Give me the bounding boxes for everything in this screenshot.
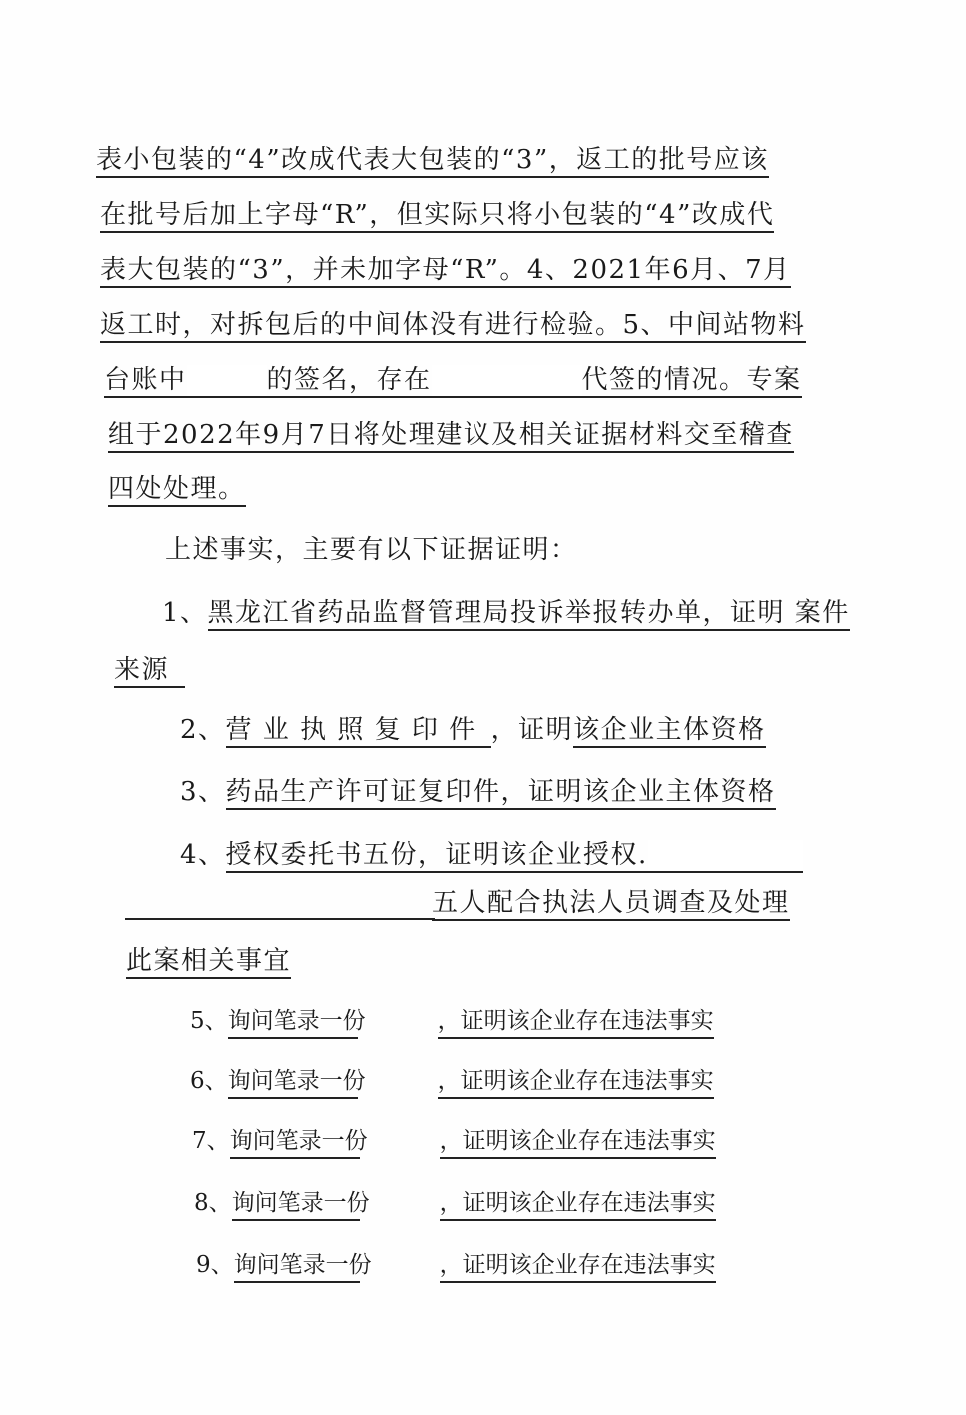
evidence-text: 此案相关事宜 (126, 946, 291, 979)
evidence-text: 授权委托书五份，证明该企业授权. (226, 840, 648, 873)
evidence-document: 询问笔录一份 (232, 1188, 360, 1221)
evidence-number: 9、 (196, 1252, 234, 1278)
body-line-3 (100, 255, 791, 285)
evidence-number: 1、 (162, 598, 208, 628)
evidence-number: 7、 (192, 1128, 230, 1154)
body-line-4-text: 返工时，对拆包后的中间体没有进行检验。5、中间站物料 (100, 310, 806, 343)
underline-blank (125, 918, 435, 920)
evidence-document: 询问笔录一份 (234, 1250, 360, 1283)
body-line-2-text: 在批号后加上字母“R”，但实际只将小包装的“4”改成代 (100, 200, 774, 233)
evidence-document: 询问笔录一份 (228, 1006, 358, 1039)
body-line-5-part-a: 台账中 (104, 365, 187, 398)
evidence-number: 2、 (180, 715, 226, 745)
evidence-number: 4、 (180, 840, 226, 870)
redacted-name (187, 365, 267, 398)
evidence-proves: ，证明该企业存在违法事实 (440, 1250, 716, 1283)
evidence-item-1 (162, 598, 850, 628)
evidence-text: 来源 (114, 655, 185, 688)
evidence-item-4-cont1 (432, 888, 790, 918)
evidence-number: 8、 (194, 1190, 232, 1216)
evidence-document: 营 业 执 照 复 印 件 (226, 715, 491, 748)
body-line-7-text: 四处处理。 (108, 474, 246, 507)
body-line-6-text: 组于2022年9月7日将处理建议及相关证据材料交至稽查 (108, 420, 794, 453)
evidence-item-6 (190, 1066, 714, 1099)
body-line-4 (100, 310, 806, 340)
evidence-proves: ，证明该企业存在违法事实 (438, 1006, 714, 1039)
body-line-7 (108, 474, 246, 504)
evidence-intro: 上述事实，主要有以下证据证明： (165, 535, 578, 565)
evidence-proves: ，证明该企业存在违法事实 (440, 1188, 716, 1221)
evidence-text: 黑龙江省药品监督管理局投诉举报转办单，证明 案件 (208, 598, 850, 631)
evidence-item-4 (180, 840, 803, 873)
body-line-1 (96, 145, 769, 175)
evidence-separator: ，证明 (490, 715, 574, 745)
body-line-5 (104, 365, 802, 398)
evidence-item-2 (180, 715, 766, 745)
evidence-number: 6、 (190, 1068, 228, 1094)
evidence-number: 3、 (180, 777, 226, 807)
body-line-1-text: 表小包装的“4”改成代表大包装的“3”，返工的批号应该 (96, 145, 769, 178)
body-line-6 (108, 420, 794, 450)
evidence-proves: ，证明该企业存在违法事实 (440, 1126, 716, 1159)
body-line-3-text: 表大包装的“3”，并未加字母“R”。4、2021年6月、7月 (100, 255, 791, 288)
evidence-item-3 (180, 777, 776, 807)
body-line-5-part-b: 的签名，存在 (267, 365, 432, 398)
evidence-item-9 (196, 1250, 716, 1283)
evidence-text: 药品生产许可证复印件，证明该企业主体资格 (226, 777, 776, 810)
evidence-item-7 (192, 1126, 716, 1159)
evidence-proves: 该企业主体资格 (573, 715, 766, 748)
evidence-item-4-cont2 (126, 946, 291, 976)
evidence-number: 5、 (190, 1008, 228, 1034)
evidence-document: 询问笔录一份 (228, 1066, 358, 1099)
evidence-item-5 (190, 1006, 714, 1039)
evidence-text: 五人配合执法人员调查及处理 (432, 888, 790, 921)
body-line-2 (100, 200, 774, 230)
redacted-names (648, 840, 803, 873)
evidence-proves: ，证明该企业存在违法事实 (438, 1066, 714, 1099)
evidence-item-8 (194, 1188, 716, 1221)
evidence-item-1-cont (114, 655, 185, 685)
body-line-5-part-c: 代签的情况。专案 (582, 365, 802, 398)
redacted-name (432, 365, 582, 398)
evidence-document: 询问笔录一份 (230, 1126, 360, 1159)
